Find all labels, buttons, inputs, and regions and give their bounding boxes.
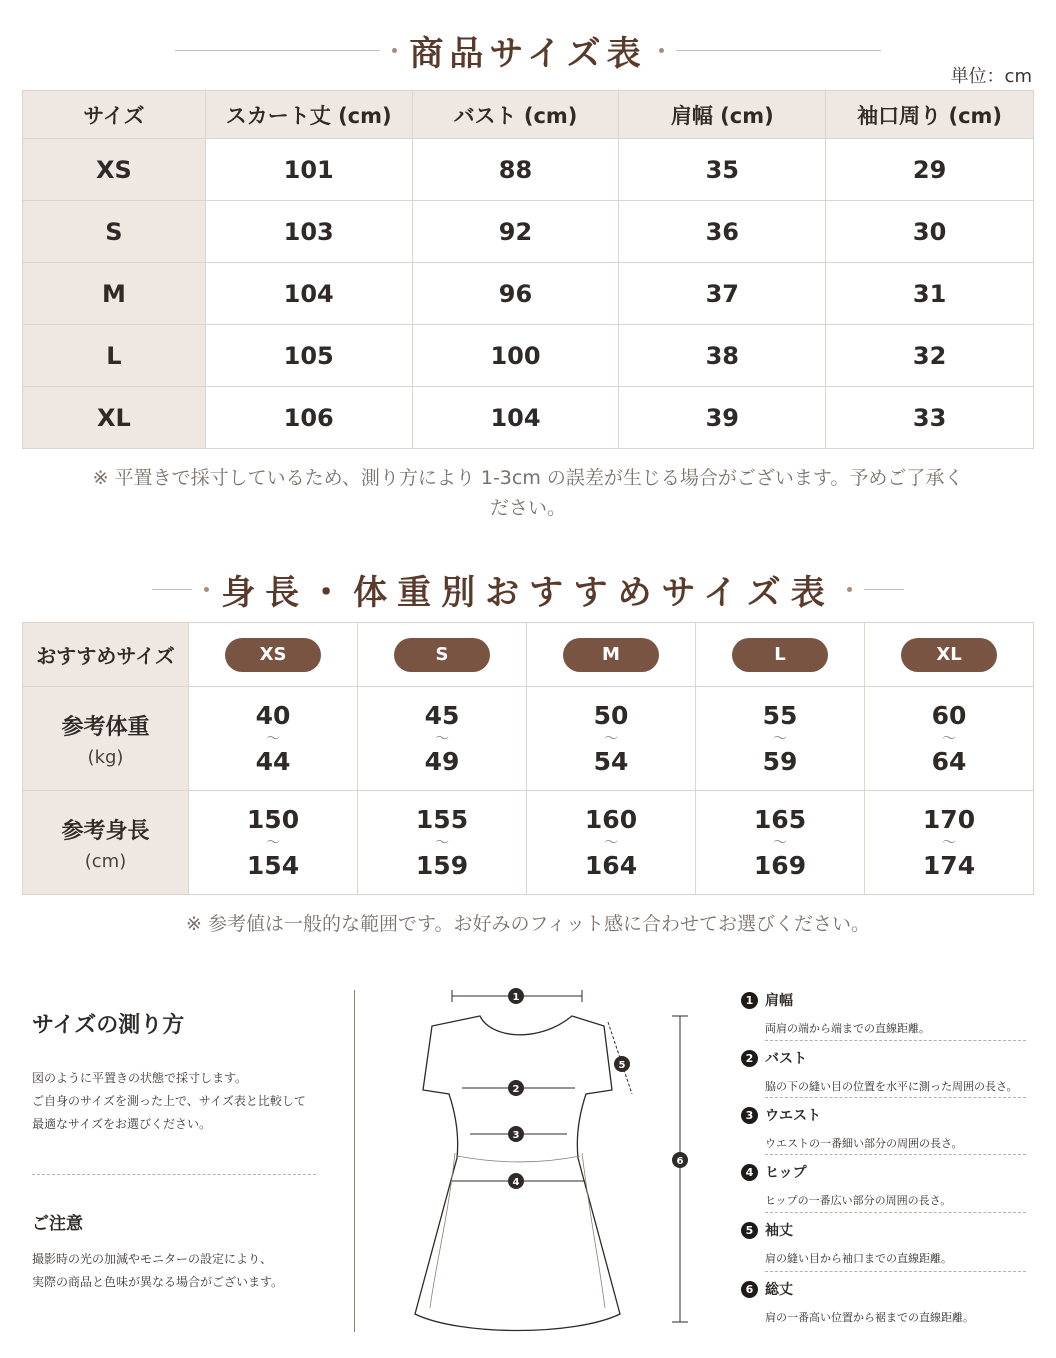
skirt-length-cell: 101 (205, 139, 412, 201)
header-shoulder: 肩幅 (cm) (619, 91, 826, 139)
unit-label: 単位：cm (950, 66, 1032, 87)
panel-divider (354, 990, 355, 1332)
legend-item (741, 1048, 1026, 1094)
size-badge: XS (225, 638, 321, 672)
howto-line-2: ご自身のサイズを測った上で、サイズ表と比較して (32, 1094, 306, 1108)
legend-desc: 脇の下の縫い目の位置を水平に測った周囲の長さ。 (765, 1080, 1018, 1093)
height-range: 160 ～ 164 (527, 791, 696, 895)
shoulder-cell: 39 (619, 387, 826, 449)
title-dot-right (847, 587, 852, 592)
marker-2-label: 2 (512, 1084, 520, 1095)
size-cell: XS (23, 139, 206, 201)
marker-5-label: 5 (618, 1060, 626, 1071)
cuff-cell: 29 (826, 139, 1034, 201)
legend-desc: 両肩の端から端までの直線距離。 (765, 1022, 930, 1035)
legend-number-icon: 3 (741, 1107, 758, 1124)
size-cell: L (23, 325, 206, 387)
cuff-cell: 31 (826, 263, 1034, 325)
header-size: サイズ (23, 91, 206, 139)
size-chart-note (40, 463, 1016, 523)
weight-range: 45 ～ 49 (358, 687, 527, 791)
caution-title: ご注意 (32, 1214, 83, 1234)
height-range: 170 ～ 174 (865, 791, 1034, 895)
howto-panel (32, 1008, 322, 1294)
table-row (23, 263, 1034, 325)
legend-item (741, 1220, 1026, 1266)
legend-number-icon: 6 (741, 1281, 758, 1298)
legend-number-icon: 2 (741, 1050, 758, 1067)
legend-divider (765, 1154, 1026, 1155)
height-range: 155 ～ 159 (358, 791, 527, 895)
legend-label: ヒップ (765, 1165, 807, 1181)
howto-line-1: 図のように平置きの状態で採寸します。 (32, 1071, 248, 1085)
legend-item (741, 1279, 1026, 1325)
title-rule-right (864, 589, 904, 590)
legend-number-icon: 5 (741, 1222, 758, 1239)
bust-cell: 96 (412, 263, 619, 325)
recommend-size-label: おすすめサイズ (23, 623, 189, 687)
marker-1-label: 1 (512, 992, 520, 1003)
skirt-length-cell: 103 (205, 201, 412, 263)
legend-divider (765, 1097, 1026, 1098)
table-row (23, 387, 1034, 449)
bust-cell: 92 (412, 201, 619, 263)
recommend-table (22, 622, 1034, 895)
title-rule-right (676, 50, 881, 51)
header-cuff: 袖口周り (cm) (826, 91, 1034, 139)
weight-label: 参考体重 (kg) (23, 687, 189, 791)
shoulder-cell: 36 (619, 201, 826, 263)
note-line-1: ※ 平置きで採寸しているため、測り方により 1-3cm の誤差が生じる場合がございます。予めご了承く (92, 467, 964, 489)
shoulder-cell: 38 (619, 325, 826, 387)
weight-range: 40 ～ 44 (189, 687, 358, 791)
bust-cell: 104 (412, 387, 619, 449)
legend-divider (765, 1271, 1026, 1272)
caution-line-1: 撮影時の光の加減やモニターの設定により、 (32, 1252, 273, 1266)
note-line-2: ださい。 (489, 497, 566, 519)
howto-title: サイズの測り方 (32, 1013, 185, 1038)
caution-line-2: 実際の商品と色味が異なる場合がございます。 (32, 1275, 284, 1289)
size-cell (865, 623, 1034, 687)
weight-row (23, 687, 1034, 791)
size-cell (696, 623, 865, 687)
title-dot-left (204, 587, 209, 592)
title-dot-right (659, 48, 664, 53)
legend-label: バスト (765, 1051, 807, 1067)
table-row (23, 201, 1034, 263)
header-bust: バスト (cm) (412, 91, 619, 139)
table-row (23, 325, 1034, 387)
legend-label: 袖丈 (765, 1223, 793, 1239)
size-badge: M (563, 638, 659, 672)
bust-cell: 100 (412, 325, 619, 387)
height-row (23, 791, 1034, 895)
size-table (22, 90, 1034, 449)
skirt-length-cell: 104 (205, 263, 412, 325)
size-badge: L (732, 638, 828, 672)
title-dot-left (392, 48, 397, 53)
size-cell (527, 623, 696, 687)
skirt-length-cell: 106 (205, 387, 412, 449)
legend-item (741, 1105, 1026, 1151)
legend-divider (765, 1040, 1026, 1041)
legend-number-icon: 1 (741, 992, 758, 1009)
marker-3-label: 3 (512, 1130, 520, 1141)
legend-desc: ウエストの一番細い部分の周囲の長さ。 (765, 1137, 963, 1150)
height-range: 150 ～ 154 (189, 791, 358, 895)
howto-line-3: 最適なサイズをお選びください。 (32, 1117, 212, 1131)
bust-cell: 88 (412, 139, 619, 201)
cuff-cell: 30 (826, 201, 1034, 263)
size-cell (358, 623, 527, 687)
howto-divider (32, 1174, 316, 1175)
height-label: 参考身長 (cm) (23, 791, 189, 895)
cuff-cell: 32 (826, 325, 1034, 387)
weight-range: 60 ～ 64 (865, 687, 1034, 791)
legend-desc: 肩の一番高い位置から裾までの直線距離。 (765, 1311, 974, 1324)
skirt-length-cell: 105 (205, 325, 412, 387)
recommend-title: 身長・体重別おすすめサイズ表 (221, 573, 835, 613)
marker-6-label: 6 (676, 1156, 684, 1167)
size-badge: S (394, 638, 490, 672)
legend-number-icon: 4 (741, 1164, 758, 1181)
legend-desc: 肩の縫い目から袖口までの直線距離。 (765, 1252, 952, 1265)
recommend-note: ※ 参考値は一般的な範囲です。お好みのフィット感に合わせてお選びください。 (186, 913, 870, 935)
size-chart-heading (0, 26, 1056, 75)
size-table-header-row (23, 91, 1034, 139)
size-cell (189, 623, 358, 687)
dress-diagram (400, 978, 720, 1338)
legend-label: 総丈 (765, 1282, 793, 1298)
shoulder-cell: 35 (619, 139, 826, 201)
header-skirt-length: スカート丈 (cm) (205, 91, 412, 139)
legend-label: ウエスト (765, 1108, 821, 1124)
shoulder-cell: 37 (619, 263, 826, 325)
title-rule-left (175, 50, 380, 51)
cuff-cell: 33 (826, 387, 1034, 449)
legend-label: 肩幅 (765, 993, 793, 1009)
weight-range: 50 ～ 54 (527, 687, 696, 791)
size-cell: M (23, 263, 206, 325)
weight-range: 55 ～ 59 (696, 687, 865, 791)
size-chart-title: 商品サイズ表 (409, 34, 647, 74)
legend-item (741, 1162, 1026, 1208)
legend-divider (765, 1212, 1026, 1213)
size-cell: XL (23, 387, 206, 449)
height-range: 165 ～ 169 (696, 791, 865, 895)
recommend-size-row (23, 623, 1034, 687)
marker-4-label: 4 (512, 1177, 520, 1188)
size-badge: XL (901, 638, 997, 672)
recommend-heading (0, 565, 1056, 614)
legend-item (741, 990, 1026, 1036)
table-row (23, 139, 1034, 201)
legend-desc: ヒップの一番広い部分の周囲の長さ。 (765, 1194, 952, 1207)
size-cell: S (23, 201, 206, 263)
title-rule-left (152, 589, 192, 590)
